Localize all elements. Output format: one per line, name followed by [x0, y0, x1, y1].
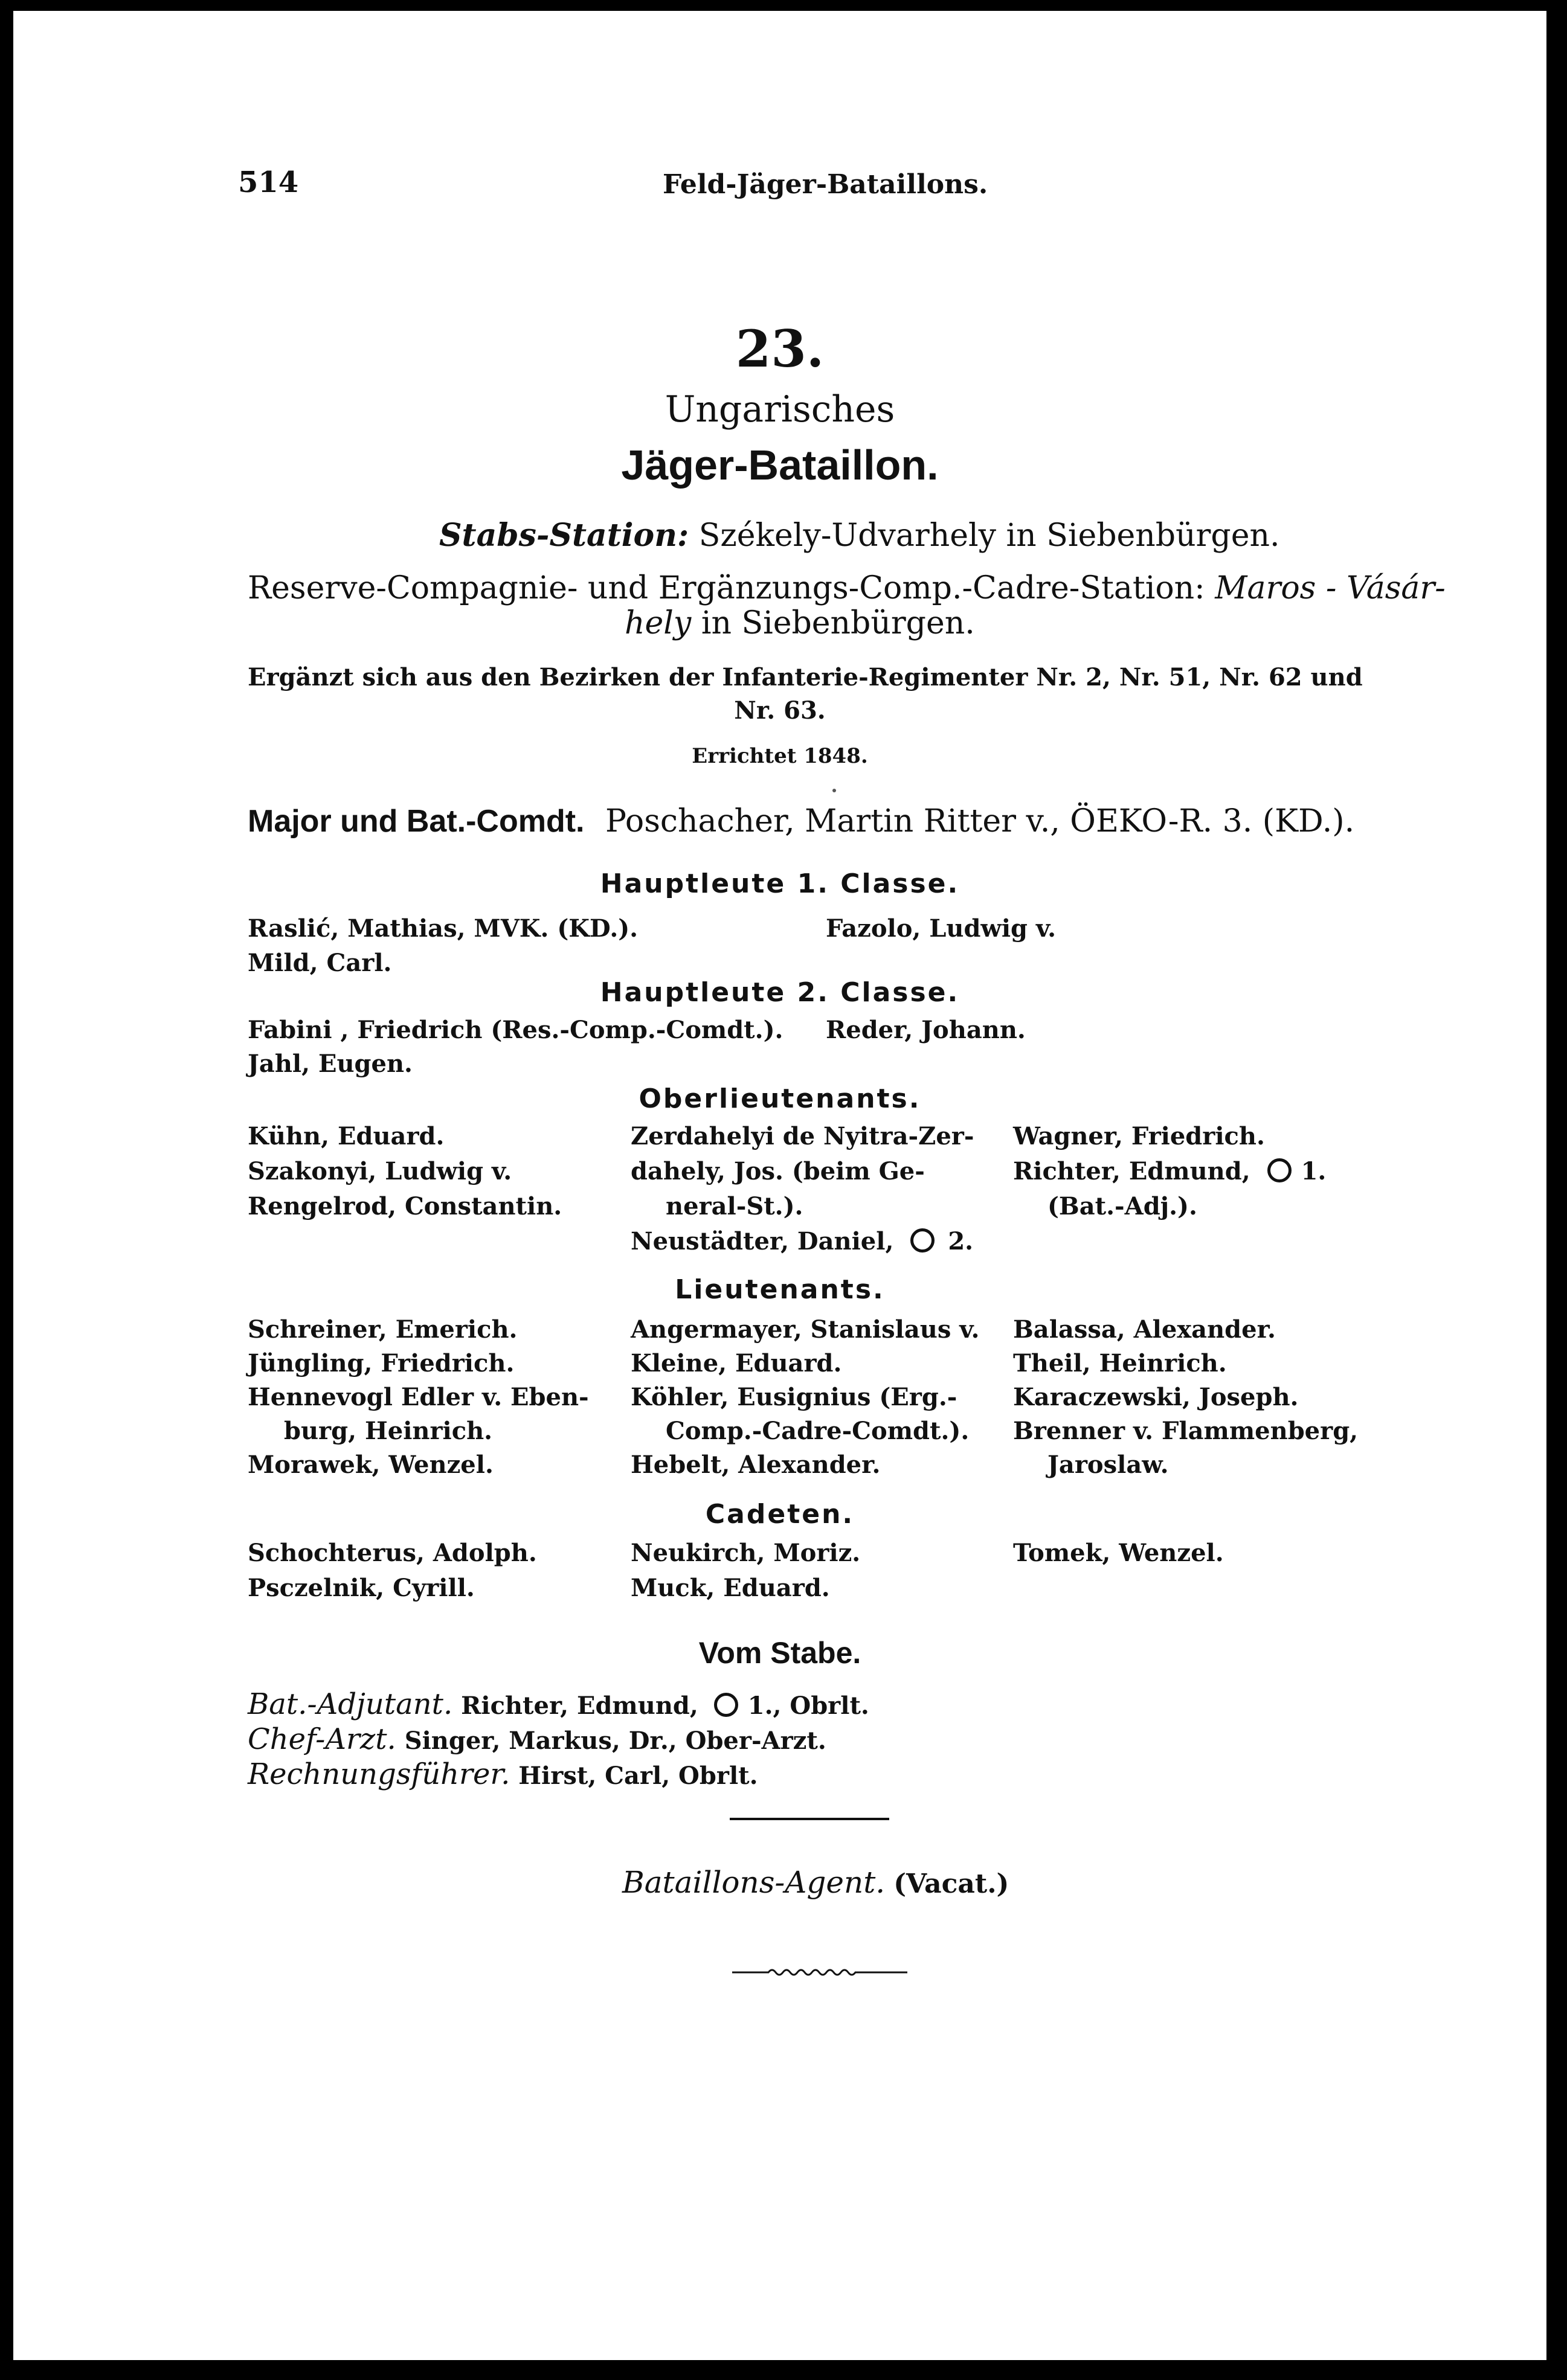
lt-col3-2: Theil, Heinrich. — [1013, 1349, 1227, 1378]
stab-arzt-name: Singer, Markus, Dr., Ober-Arzt. — [404, 1727, 826, 1755]
lt-col3-1: Balassa, Alexander. — [1013, 1315, 1276, 1344]
commander-line — [248, 803, 1354, 839]
station-line — [439, 517, 1280, 554]
oberlt-col3-2 — [1013, 1157, 1326, 1185]
lt-col1-1: Schreiner, Emerich. — [248, 1315, 518, 1344]
stab-adjutant-line — [248, 1687, 869, 1721]
lt-col3-4: Brenner v. Flammenberg, — [1013, 1417, 1359, 1445]
heading-hauptleute-1: Hauptleute 1. Classe. — [600, 868, 960, 899]
cadet-col1-1: Schochterus, Adolph. — [248, 1539, 537, 1567]
agent-line — [622, 1865, 1009, 1900]
page-number: 514 — [238, 165, 299, 199]
lt-col3-3: Karaczewski, Joseph. — [1013, 1383, 1299, 1411]
lt-col2-3: Köhler, Eusignius (Erg.- — [631, 1383, 957, 1411]
commander-label: Major und Bat.-Comdt. — [248, 804, 585, 839]
oberlt-col2-3: neral-St.). — [666, 1192, 803, 1220]
cadet-col2-2: Muck, Eduard. — [631, 1574, 830, 1602]
hauptmann-1-left-1: Raslić, Mathias, MVK. (KD.). — [248, 914, 639, 943]
lt-col2-4: Comp.-Cadre-Comdt.). — [666, 1417, 970, 1445]
reserve-line-2 — [625, 605, 975, 641]
reserve-line-1 — [248, 570, 1446, 606]
order-circle-icon — [714, 1693, 738, 1717]
oberlt-col1-2: Szakonyi, Ludwig v. — [248, 1157, 512, 1185]
order-circle-icon — [910, 1228, 935, 1253]
cadet-col1-2: Psczelnik, Cyrill. — [248, 1574, 475, 1602]
founded-line: Errichtet 1848. — [692, 744, 868, 768]
station-label: Stabs-Station: — [439, 517, 689, 554]
order-circle-icon — [1267, 1158, 1292, 1182]
oberlt-richter-class: 1. — [1301, 1157, 1327, 1185]
heading-oberlieutenants: Oberlieutenants. — [639, 1083, 921, 1114]
divider — [730, 1818, 889, 1820]
wavy-ornament — [732, 1965, 907, 1980]
oberlt-col2-1: Zerdahelyi de Nyitra-Zer- — [631, 1122, 974, 1150]
section-subtitle: Ungarisches — [664, 388, 895, 431]
hauptmann-2-line-2: Jahl, Eugen. — [248, 1050, 413, 1078]
stab-rechnung-label: Rechnungsführer. — [248, 1757, 510, 1791]
recruitment-line-1: Ergänzt sich aus den Bezirken der Infanterie-Regimenter Nr. 2, Nr. 51, Nr. 62 und — [248, 663, 1363, 691]
stab-rechnung-line — [248, 1757, 758, 1791]
commander-name: Poschacher, Martin Ritter v., ÖEKO-R. 3. (KD.). — [605, 803, 1355, 839]
oberlt-col3-1: Wagner, Friedrich. — [1013, 1122, 1265, 1150]
heading-hauptleute-2: Hauptleute 2. Classe. — [600, 977, 960, 1008]
hauptmann-2-line-1-left: Fabini , Friedrich (Res.-Comp.-Comdt.). — [248, 1016, 784, 1044]
section-title: Jäger-Bataillon. — [621, 441, 939, 489]
heading-cadeten: Cadeten. — [705, 1499, 855, 1530]
oberlt-col2-2: dahely, Jos. (beim Ge- — [631, 1157, 925, 1185]
agent-value: (Vacat.) — [893, 1868, 1009, 1899]
heading-vom-stabe: Vom Stabe. — [698, 1636, 861, 1670]
page — [13, 11, 1546, 2360]
reserve-region: in Siebenbürgen. — [701, 605, 975, 641]
speck — [832, 789, 836, 792]
lt-col2-1: Angermayer, Stanislaus v. — [631, 1315, 980, 1344]
section-number: 23. — [735, 319, 825, 379]
lt-col1-4: burg, Heinrich. — [284, 1417, 493, 1445]
stab-adjutant-label: Bat.-Adjutant. — [248, 1687, 453, 1721]
hauptmann-2-line-1-right: Reder, Johann. — [826, 1016, 1026, 1044]
agent-label: Bataillons-Agent. — [622, 1865, 886, 1900]
lt-col2-5: Hebelt, Alexander. — [631, 1451, 881, 1479]
reserve-place-cont: hely — [625, 605, 692, 641]
stab-arzt-line — [248, 1722, 826, 1756]
oberlt-richter: Richter, Edmund, — [1013, 1157, 1250, 1185]
running-title: Feld-Jäger-Bataillons. — [663, 169, 988, 200]
oberlt-col1-3: Rengelrod, Constantin. — [248, 1192, 562, 1220]
stab-adjutant-suffix: 1., Obrlt. — [747, 1692, 869, 1720]
lt-col1-5: Morawek, Wenzel. — [248, 1451, 494, 1479]
heading-lieutenants: Lieutenants. — [675, 1274, 885, 1305]
oberlt-col1-1: Kühn, Eduard. — [248, 1122, 445, 1150]
cadet-col3-1: Tomek, Wenzel. — [1013, 1539, 1224, 1567]
hauptmann-1-right-1: Fazolo, Ludwig v. — [826, 914, 1057, 943]
recruitment-line-2: Nr. 63. — [734, 696, 826, 725]
cadet-col2-1: Neukirch, Moriz. — [631, 1539, 861, 1567]
hauptmann-1-left-2: Mild, Carl. — [248, 949, 392, 977]
stab-adjutant-name: Richter, Edmund, — [461, 1692, 698, 1720]
lt-col1-2: Jüngling, Friedrich. — [248, 1349, 515, 1378]
lt-col3-5: Jaroslaw. — [1047, 1451, 1169, 1479]
oberlt-neustaedter: Neustädter, Daniel, — [631, 1227, 894, 1256]
station-value: Székely-Udvarhely in Siebenbürgen. — [698, 518, 1280, 554]
oberlt-col2-4 — [631, 1227, 973, 1256]
stab-rechnung-name: Hirst, Carl, Obrlt. — [518, 1762, 758, 1790]
reserve-place: Maros - Vásár- — [1215, 570, 1446, 606]
reserve-text: Reserve-Compagnie- und Ergänzungs-Comp.-Cadre-Station: — [248, 570, 1205, 606]
stab-arzt-label: Chef-Arzt. — [248, 1722, 396, 1756]
oberlt-neustaedter-class: 2. — [948, 1227, 974, 1256]
lt-col1-3: Hennevogl Edler v. Eben- — [248, 1383, 589, 1411]
oberlt-col3-3: (Bat.-Adj.). — [1047, 1192, 1197, 1220]
lt-col2-2: Kleine, Eduard. — [631, 1349, 842, 1378]
